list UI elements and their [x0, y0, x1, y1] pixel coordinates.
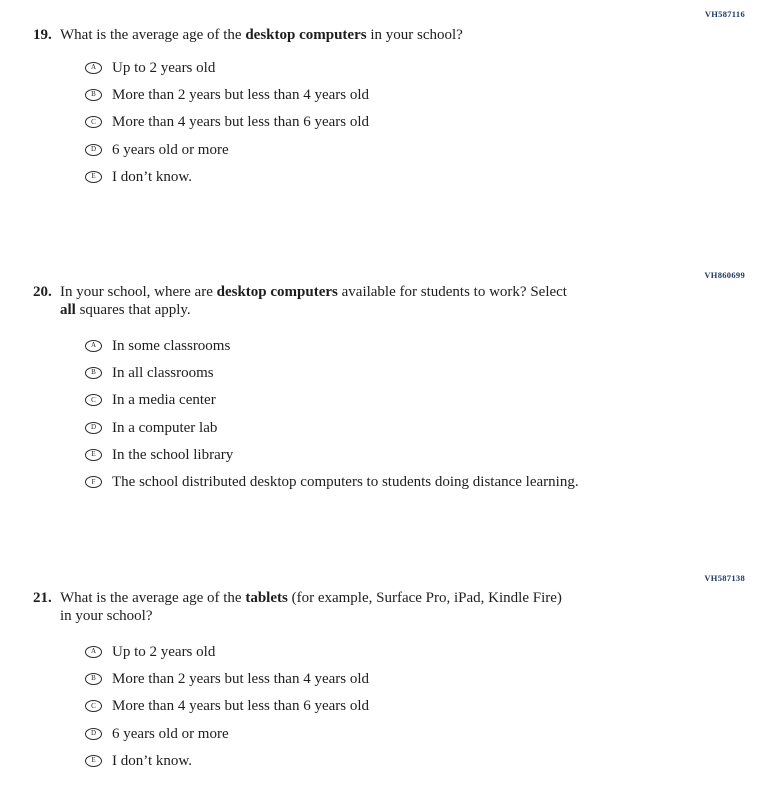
option-row-a[interactable] [85, 332, 693, 359]
option-row-d[interactable] [85, 414, 693, 441]
answer-bubble-c[interactable]: C [85, 394, 102, 406]
answer-bubble-f[interactable]: F [85, 476, 102, 488]
option-label: 6 years old or more [112, 725, 229, 742]
option-label: More than 4 years but less than 6 years old [112, 698, 370, 715]
option-row-e[interactable] [85, 747, 693, 774]
option-label: In all classrooms [112, 364, 214, 381]
question-21 [33, 589, 693, 774]
option-label: In some classrooms [112, 337, 231, 354]
question-20 [33, 283, 693, 496]
option-label: More than 4 years but less than 6 years old [112, 114, 370, 131]
answer-bubble-b[interactable]: B [85, 89, 102, 101]
question-20-head [33, 283, 693, 319]
question-number: 21. [33, 590, 52, 606]
question-text-part: What is the average age of the [60, 27, 246, 43]
answer-bubble-d[interactable]: D [85, 144, 102, 156]
question-21-head [33, 589, 693, 625]
question-text [60, 283, 567, 319]
item-code: VH860699 [704, 270, 745, 280]
option-row-c[interactable] [85, 693, 693, 720]
question-text-part: squares that apply. [75, 302, 191, 318]
answer-bubble-c[interactable]: C [85, 116, 102, 128]
question-number: 19. [33, 27, 52, 43]
question-text-bold: desktop computers [216, 284, 338, 300]
item-code: VH587138 [704, 573, 745, 583]
option-row-c[interactable] [85, 109, 693, 136]
answer-bubble-d[interactable]: D [85, 728, 102, 740]
question-21-options [33, 638, 693, 774]
question-text [60, 26, 463, 44]
option-label: In a computer lab [112, 419, 218, 436]
option-row-d[interactable] [85, 136, 693, 163]
option-row-b[interactable] [85, 359, 693, 386]
option-row-c[interactable] [85, 387, 693, 414]
question-number: 20. [33, 284, 52, 300]
option-label: In the school library [112, 446, 234, 463]
option-label: I don’t know. [112, 168, 192, 185]
question-text [60, 589, 562, 625]
option-label: Up to 2 years old [112, 59, 216, 76]
question-text-part: available for students to work? Select [337, 284, 567, 300]
option-row-d[interactable] [85, 720, 693, 747]
option-row-e[interactable] [85, 441, 693, 468]
answer-bubble-e[interactable]: E [85, 755, 102, 767]
question-text-part: What is the average age of the [60, 590, 246, 606]
answer-bubble-b[interactable]: B [85, 367, 102, 379]
answer-bubble-d[interactable]: D [85, 422, 102, 434]
option-row-a[interactable] [85, 54, 693, 81]
option-row-b[interactable] [85, 665, 693, 692]
option-row-a[interactable] [85, 638, 693, 665]
question-text-bold: all [60, 302, 76, 318]
option-label: The school distributed desktop computers to students doing distance learning. [112, 474, 579, 491]
question-20-options [33, 332, 693, 496]
answer-bubble-b[interactable]: B [85, 673, 102, 685]
question-text-part: in your school? [366, 27, 463, 43]
question-text-bold: tablets [245, 590, 288, 606]
answer-bubble-e[interactable]: E [85, 171, 102, 183]
option-label: I don’t know. [112, 752, 192, 769]
answer-bubble-a[interactable]: A [85, 62, 102, 74]
question-text-part: in your school? [60, 608, 153, 624]
question-19 [33, 26, 693, 190]
question-text-part: (for example, Surface Pro, iPad, Kindle Fire) [287, 590, 562, 606]
item-code: VH587116 [704, 9, 745, 19]
option-label: More than 2 years but less than 4 years old [112, 86, 370, 103]
option-row-b[interactable] [85, 81, 693, 108]
option-label: Up to 2 years old [112, 643, 216, 660]
option-label: More than 2 years but less than 4 years old [112, 670, 370, 687]
option-label: 6 years old or more [112, 141, 229, 158]
question-text-part: In your school, where are [60, 284, 217, 300]
option-row-e[interactable] [85, 163, 693, 190]
question-19-head [33, 26, 693, 44]
answer-bubble-e[interactable]: E [85, 449, 102, 461]
answer-bubble-c[interactable]: C [85, 700, 102, 712]
answer-bubble-a[interactable]: A [85, 646, 102, 658]
option-row-f[interactable] [85, 468, 693, 495]
question-19-options [33, 54, 693, 190]
question-text-bold: desktop computers [245, 27, 367, 43]
option-label: In a media center [112, 392, 216, 409]
answer-bubble-a[interactable]: A [85, 340, 102, 352]
